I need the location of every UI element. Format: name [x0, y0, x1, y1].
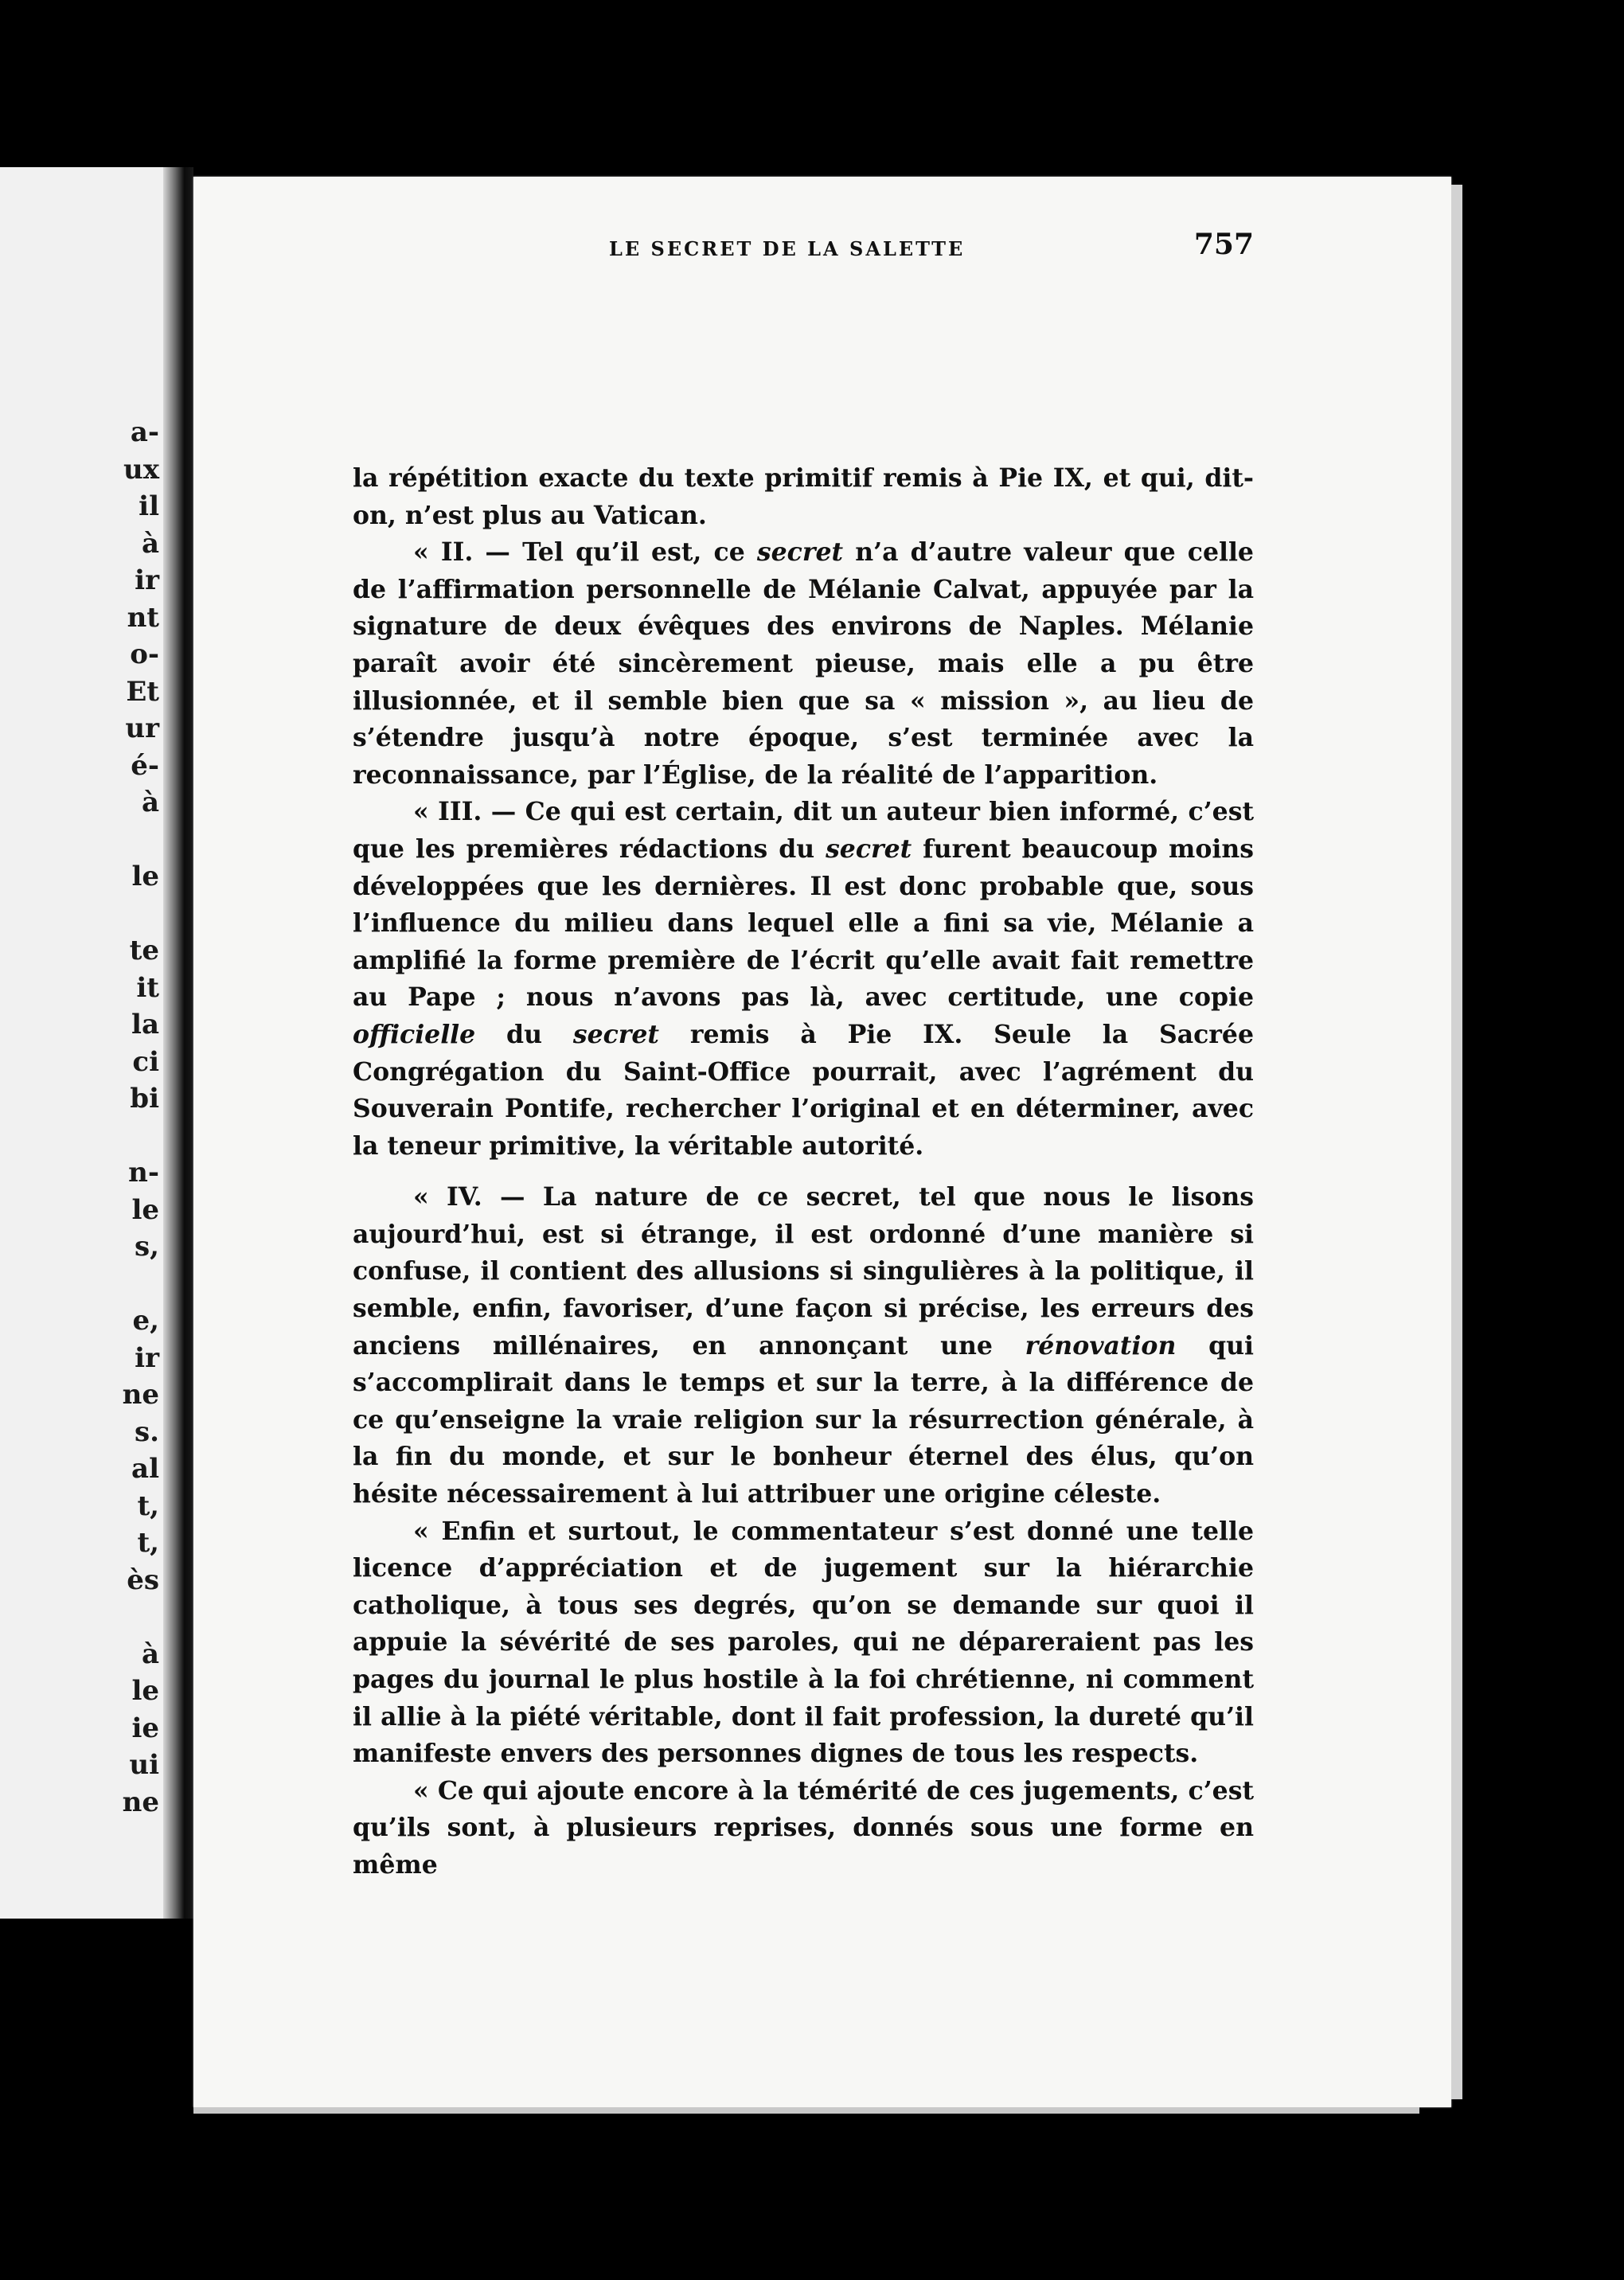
- text-run: n’a d’autre valeur que celle de l’affirmation personnelle de Mélanie Calvat, appuyée par la signature de deux évêques des environs de Naples. Mélanie paraît avoir été sincèrement pieuse, mais elle a pu être illusionnée, et il semble bien que sa « mission », au lieu de s’étendre jusqu’à notre époque, s’est terminée avec la reconnaissance, par l’Église, de la réalité de l’apparition.: [353, 537, 1254, 790]
- body-text: [353, 460, 1254, 1884]
- left-page-line-ending: é-: [131, 749, 159, 782]
- text-run: du: [475, 1019, 573, 1049]
- left-page-line-ending: ne: [122, 1786, 159, 1818]
- left-page-line-ending: ir: [135, 1341, 159, 1374]
- left-page-line-ending: al: [131, 1453, 159, 1485]
- text-run: remis à Pie IX. Seule la Sacrée Congrégation du Saint-Office pourrait, avec l’agrément du Souverain Pontife, rechercher l’original et en déterminer, avec la teneur primitive, la véritable autorité.: [353, 1019, 1254, 1161]
- page-edge: [1451, 185, 1462, 2099]
- left-page-line-ending: à: [141, 527, 159, 560]
- text-run: « III. — Ce qui est certain, dit un auteur bien informé, c’est que les premières rédactions du: [353, 797, 1254, 864]
- running-head: [418, 224, 1254, 272]
- page-number: 757: [1193, 228, 1254, 261]
- left-page-line-ending: ie: [131, 1712, 159, 1744]
- left-page-line-ending: la: [131, 1009, 159, 1040]
- left-page-line-ending: te: [129, 935, 159, 966]
- text-run: « Ce qui ajoute encore à la témérité de ces jugements, c’est qu’ils sont, à plusieurs reprises, donnés sous une forme en même: [353, 1775, 1254, 1880]
- text-run: « Enfin et surtout, le commentateur s’est donné une telle licence d’appréciation et de jugement sur la hiérarchie catholique, à tous ses degrés, qu’on se demande sur quoi il appuie la sévérité de ses paroles, qui ne dépareraient pas les pages du journal le plus hostile à la foi chrétienne, ni comment il allie à la piété véritable, dont il fait profession, la dureté qu’il manifeste envers des personnes dignes de tous les respects.: [353, 1516, 1254, 1769]
- paragraph: [353, 794, 1254, 1165]
- left-page-line-ending: [0, 896, 159, 933]
- paragraph: [353, 1513, 1254, 1773]
- left-page-line-ending: t,: [137, 1489, 159, 1522]
- paragraph: [353, 460, 1254, 534]
- left-page-line-ending: a-: [130, 416, 159, 448]
- book-gutter: [163, 167, 193, 1919]
- left-page-line-ending: ci: [132, 1045, 159, 1078]
- left-page-line-ending: s.: [135, 1415, 159, 1448]
- left-page-line-ending: e,: [132, 1305, 159, 1337]
- italic-text: secret: [756, 537, 844, 568]
- paragraph: [353, 534, 1254, 794]
- left-page-line-ending: le: [131, 1193, 159, 1226]
- left-page-line-ending: nt: [127, 601, 159, 634]
- text-run: la répétition exacte du texte primitif remis à Pie IX, et qui, dit-on, n’est plus au Vatican.: [353, 463, 1254, 530]
- text-run: qui s’accomplirait dans le temps et sur la terre, à la différence de ce qu’enseigne la vraie religion sur la résurrection générale, à la fin du monde, et sur le bonheur éternel des élus, qu’on hésite nécessairement à lui attribuer une origine céleste.: [353, 1330, 1254, 1509]
- page-bottom-edge: [193, 2107, 1419, 2114]
- left-page-line-ending: it: [136, 971, 159, 1004]
- left-page-line-ending: ir: [135, 564, 159, 596]
- left-page-line-ending: il: [139, 490, 159, 522]
- left-page-line-ending: à: [141, 787, 159, 818]
- left-page-line-ending: n-: [128, 1157, 159, 1189]
- left-page-line-ending: s,: [135, 1231, 159, 1263]
- left-page-line-ending: [0, 1599, 159, 1636]
- left-page-line-ending: [0, 1118, 159, 1155]
- left-page-line-ending: o-: [130, 638, 159, 670]
- text-run: « IV. — La nature de ce secret, tel que nous le lisons aujourd’hui, est si étrange, il est ordonné d’une manière si confuse, il contient des allusions si singulières à la politique, il semble, enfin, favoriser, d’une façon si précise, les erreurs des anciens millénaires, en annonçant une: [353, 1182, 1254, 1361]
- left-page-line-ending: t,: [137, 1527, 159, 1559]
- left-page-line-ending: ux: [123, 453, 159, 486]
- left-page-line-ending: à: [141, 1638, 159, 1670]
- left-page-line-ending: le: [131, 861, 159, 892]
- left-page-line-ending: ès: [127, 1564, 159, 1596]
- text-run: furent beaucoup moins développées que les dernières. Il est donc probable que, sous l’influence du milieu dans lequel elle a fini sa vie, Mélanie a amplifié la forme première de l’écrit qu’elle avait fait remettre au Pape ; nous n’avons pas là, avec certitude, une copie: [353, 834, 1254, 1013]
- left-page-line-endings: [0, 414, 159, 1821]
- left-page-line-ending: bi: [130, 1083, 159, 1115]
- left-page-line-ending: ui: [129, 1749, 159, 1781]
- left-page-line-ending: [0, 822, 159, 859]
- italic-text: officielle: [353, 1019, 476, 1049]
- italic-text: secret: [826, 834, 912, 864]
- left-page-line-ending: ne: [122, 1379, 159, 1411]
- paragraph: [353, 1179, 1254, 1513]
- left-page-line-ending: ur: [125, 712, 159, 744]
- running-title: LE SECRET DE LA SALETTE: [609, 237, 966, 260]
- left-facing-page: [0, 167, 163, 1919]
- left-page-line-ending: [0, 1266, 159, 1303]
- paragraph: [353, 1773, 1254, 1884]
- italic-text: rénovation: [1025, 1330, 1177, 1361]
- left-page-line-ending: le: [131, 1675, 159, 1707]
- text-run: « II. — Tel qu’il est, ce: [413, 537, 757, 568]
- italic-text: secret: [572, 1019, 659, 1049]
- left-page-line-ending: Et: [126, 675, 159, 708]
